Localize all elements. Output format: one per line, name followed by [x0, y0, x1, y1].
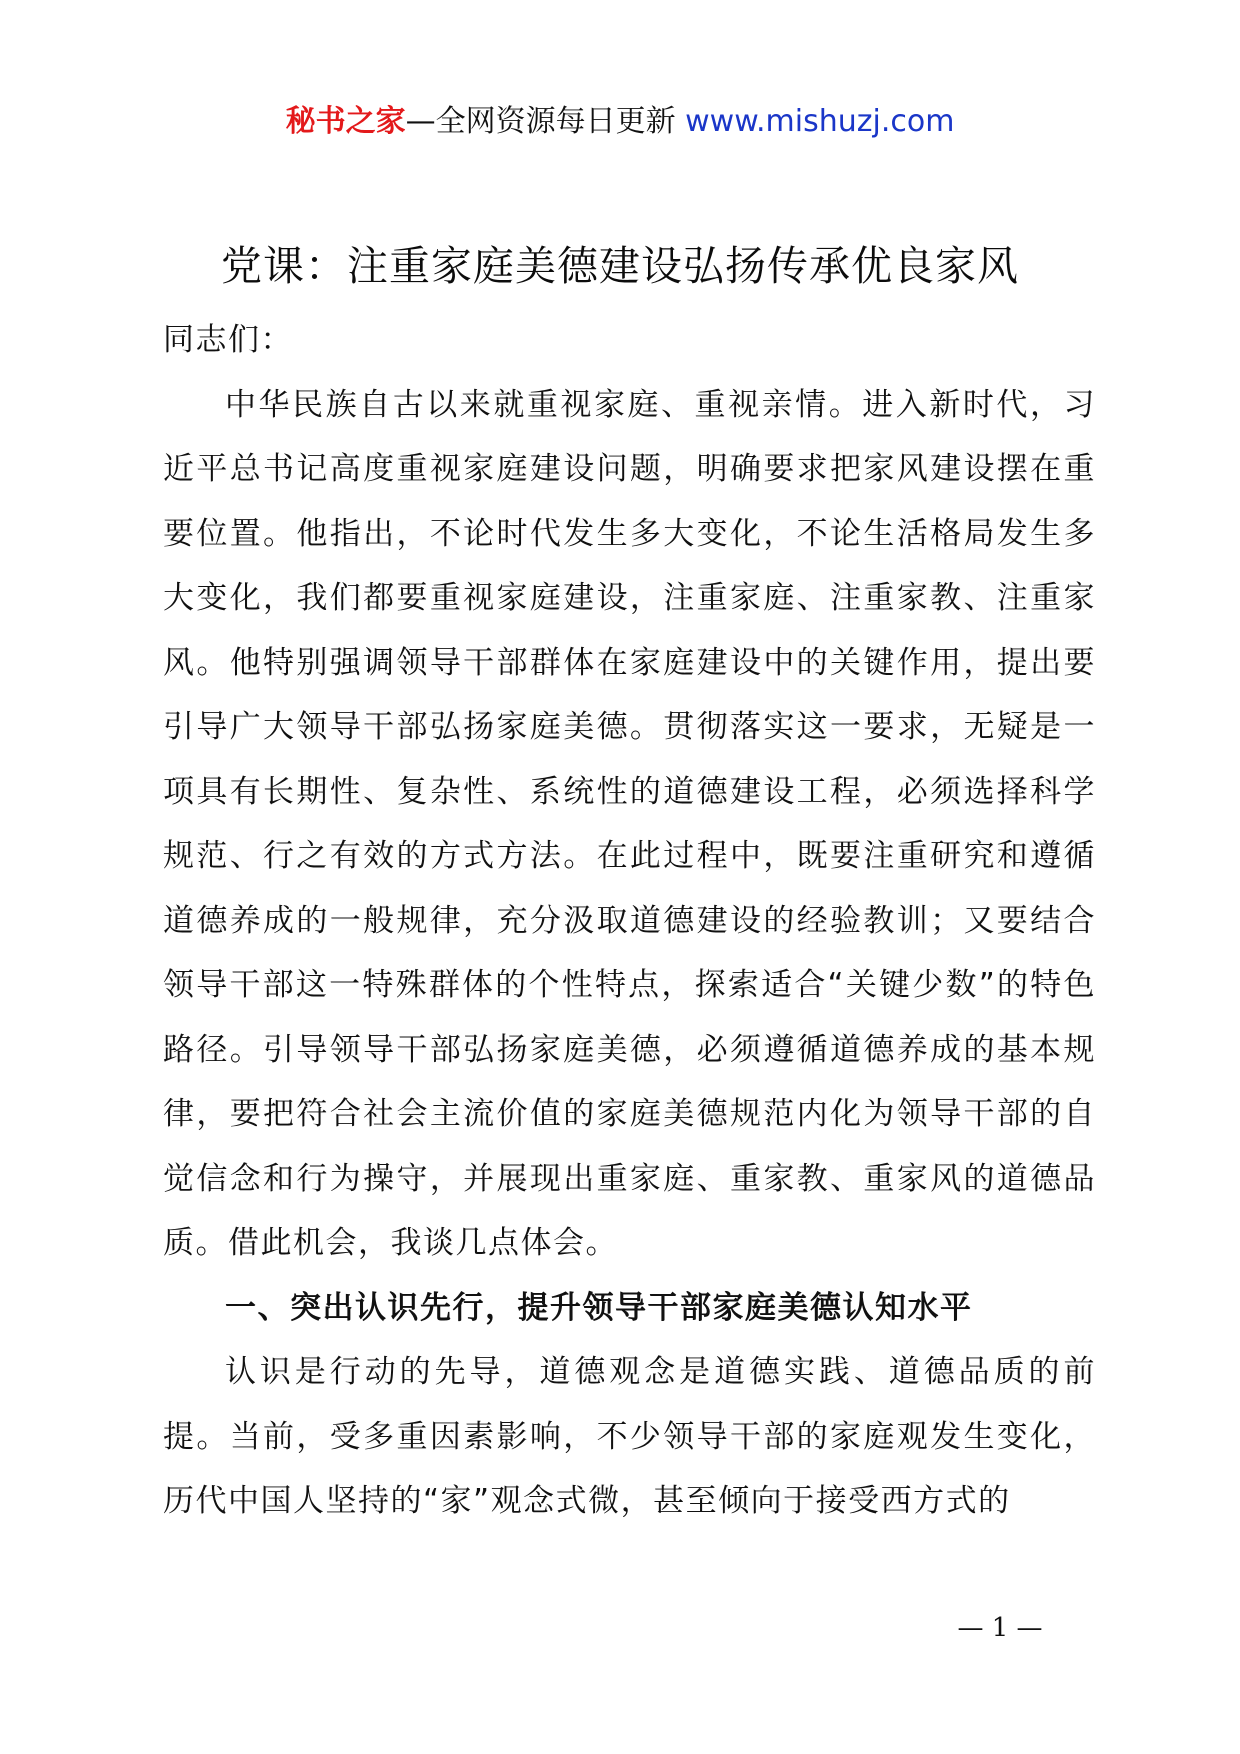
- document-body: [163, 308, 1096, 1534]
- document-title: 党课：注重家庭美德建设弘扬传承优良家风: [221, 242, 1019, 290]
- section-paragraph: 认识是行动的先导，道德观念是道德实践、道德品质的前提。当前，受多重因素影响，不少领导干部的家庭观发生变化，历代中国人坚持的“家”观念式微，甚至倾向于接受西方式的: [163, 1354, 1096, 1519]
- site-header: [0, 102, 1240, 142]
- header-slogan: —全网资源每日更新: [405, 104, 686, 139]
- page-number: — 1 —: [957, 1613, 1043, 1643]
- brand-name: 秘书之家: [285, 104, 406, 139]
- site-url-link[interactable]: www.mishuzj.com: [685, 104, 955, 139]
- section-heading: 一、突出认识先行，提升领导干部家庭美德认知水平: [225, 1289, 973, 1326]
- body-paragraph: 中华民族自古以来就重视家庭、重视亲情。进入新时代，习近平总书记高度重视家庭建设问题，明确要求把家风建设摆在重要位置。他指出，不论时代发生多大变化，不论生活格局发生多大变化，我们都要重视家庭建设，注重家庭、注重家教、注重家风。他特别强调领导干部群体在家庭建设中的关键作用，提出要引导广大领导干部弘扬家庭美德。贯彻落实这一要求，无疑是一项具有长期性、复杂性、系统性的道德建设工程，必须选择科学规范、行之有效的方式方法。在此过程中，既要注重研究和遵循道德养成的一般规律，充分汲取道德建设的经验教训；又要结合领导干部这一特殊群体的个性特点，探索适合“关键少数”的特色路径。引导领导干部弘扬家庭美德，必须遵循道德养成的基本规律，要把符合社会主流价值的家庭美德规范内化为领导干部的自觉信念和行为操守，并展现出重家庭、重家教、重家风的道德品质。借此机会，我谈几点体会。: [163, 386, 1096, 1261]
- salutation: 同志们：: [163, 322, 293, 358]
